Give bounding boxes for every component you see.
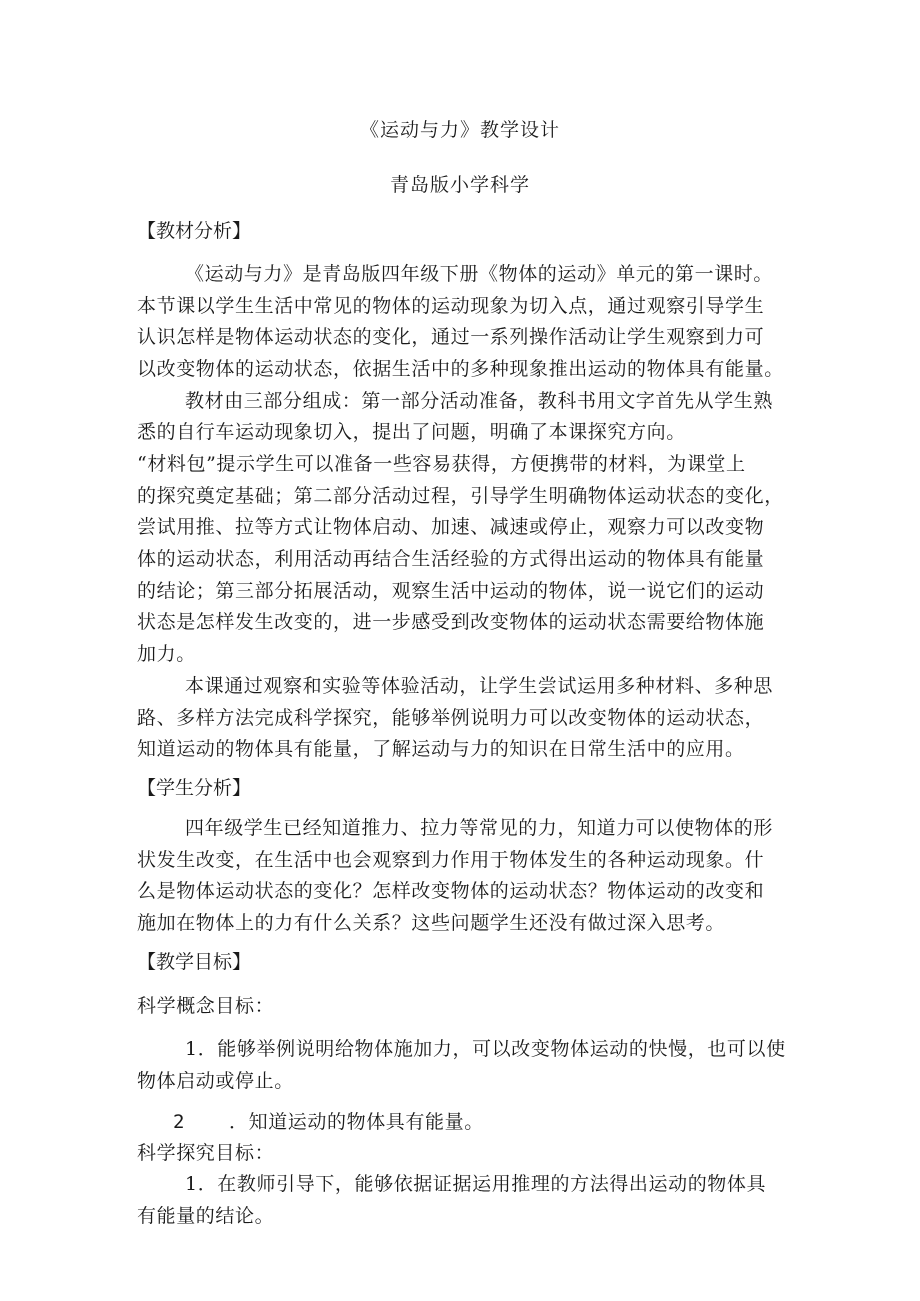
inquiry-goal-item-1: 1．在教师引导下，能够依据证据运用推理的方法得出运动的物体具 [185,1173,767,1195]
document-subtitle: 青岛版小学科学 [389,174,530,196]
paragraph-line: 加力。 [137,643,196,665]
section-heading-teaching-goals: 【教学目标】 [137,951,252,973]
paragraph-line: 知道运动的物体具有能量，了解运动与力的知识在日常生活中的应用。 [137,738,745,760]
paragraph-line: 的探究奠定基础；第二部分活动过程，引导学生明确物体运动状态的变化， [137,485,784,507]
paragraph-line: 教材由三部分组成：第一部分活动准备，教科书用文字首先从学生熟 [185,390,774,412]
paragraph-line: 悉的自行车运动现象切入，提出了问题，明确了本课探究方向。 [137,421,686,443]
paragraph-line: 体的运动状态，利用活动再结合生活经验的方式得出运动的物体具有能量 [137,548,765,570]
paragraph-line: 施加在物体上的力有什么关系？这些问题学生还没有做过深入思考。 [137,912,726,934]
concept-goal-item-1-cont: 物体启动或停止。 [137,1070,294,1092]
paragraph-line: 路、多样方法完成科学探究，能够举例说明力可以改变物体的运动状态， [137,707,765,729]
concept-goal-item-1: 1．能够举例说明给物体施加力，可以改变物体运动的快慢，也可以使 [185,1038,786,1060]
paragraph-line: “材料包”提示学生可以准备一些容易获得，方便携带的材料，为课堂上 [137,453,746,475]
paragraph-line: 《运动与力》是青岛版四年级下册《物体的运动》单元的第一课时。 [185,263,774,285]
paragraph-line: 的结论；第三部分拓展活动，观察生活中运动的物体，说一说它们的运动 [137,580,765,602]
section-heading-student-analysis: 【学生分析】 [137,777,252,799]
paragraph-line: 尝试用推、拉等方式让物体启动、加速、减速或停止，观察力可以改变物 [137,516,765,538]
paragraph-line: 认识怎样是物体运动状态的变化，通过一系列操作活动让学生观察到力可 [137,326,765,348]
paragraph-line: 状态是怎样发生改变的，进一步感受到改变物体的运动状态需要给物体施 [137,611,765,633]
paragraph-line: 本课通过观察和实验等体验活动，让学生尝试运用多种材料、多种思 [185,675,774,697]
paragraph-line: 四年级学生已经知道推力、拉力等常见的力，知道力可以使物体的形 [185,817,774,839]
paragraph-line: 么是物体运动状态的变化？怎样改变物体的运动状态？物体运动的改变和 [137,880,765,902]
inquiry-goals-label: 科学探究目标： [137,1142,275,1164]
document-title: 《运动与力》教学设计 [359,119,560,141]
paragraph-line: 状发生改变，在生活中也会观察到力作用于物体发生的各种运动现象。什 [137,849,765,871]
inquiry-goal-item-1-cont: 有能量的结论。 [137,1205,275,1227]
paragraph-line: 以改变物体的运动状态，依据生活中的多种现象推出运动的物体具有能量。 [137,358,784,380]
section-heading-textbook-analysis: 【教材分析】 [137,220,252,242]
concept-goals-label: 科学概念目标： [137,995,275,1017]
concept-goal-item-2-number: 2 [173,1111,185,1133]
paragraph-line: 本节课以学生生活中常见的物体的运动现象为切入点，通过观察引导学生 [137,295,765,317]
concept-goal-item-2: ．知道运动的物体具有能量。 [229,1111,484,1133]
